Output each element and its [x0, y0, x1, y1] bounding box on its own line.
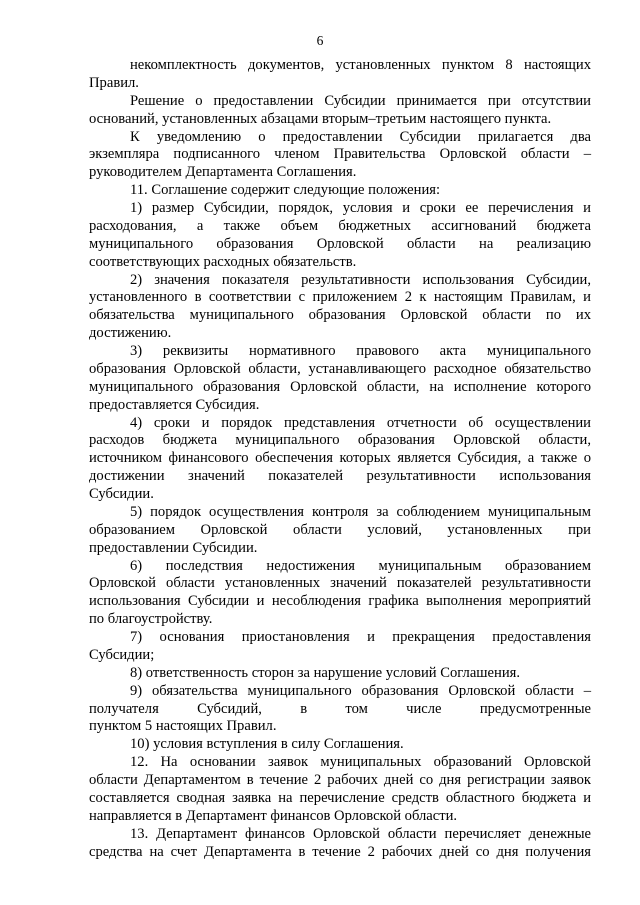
text-line: обязательства муниципального образования Орловской области по их	[89, 307, 591, 324]
text-line: Правил.	[89, 74, 139, 91]
text-line: 7) основания приостановления и прекращения предоставления	[130, 629, 591, 645]
text-line: области Департаментом в течение 2 рабочих дней со дня регистрации заявок	[89, 772, 591, 788]
text-line: источником финансового обеспечения которых является Субсидия, а также о	[89, 450, 591, 467]
text-line: расходов бюджета муниципального образования Орловской области,	[89, 432, 591, 449]
text-line: экземпляра подписанного членом Правительства Орловской области –	[89, 146, 591, 163]
paragraph	[89, 93, 591, 129]
text-line: достижении значений показателей результативности использования	[89, 468, 591, 485]
text-line: получателя Субсидий, в том числе предусмотренные	[89, 700, 591, 717]
text-line: использования Субсидии и несоблюдения графика выполнения мероприятий	[89, 593, 591, 610]
text-line: направляется в Департамент финансов Орловской области.	[89, 807, 458, 824]
text-line: расходования, а также объем бюджетных ассигнований бюджета	[89, 217, 591, 234]
paragraph	[89, 129, 591, 183]
text-line: 5) порядок осуществления контроля за соблюдением муниципальным	[130, 503, 591, 520]
text-line: 10) условия вступления в силу Соглашения.	[130, 736, 404, 753]
text-line: 2) значения показателя результативности использования Субсидии,	[130, 271, 591, 288]
text-line: 9) обязательства муниципального образования Орловской области –	[130, 682, 591, 699]
document-body	[89, 57, 591, 861]
text-line: образованием Орловской области условий, установленных при	[89, 521, 591, 538]
text-line: руководителем Департамента Соглашения.	[89, 164, 357, 181]
text-line: пунктом 5 настоящих Правил.	[89, 718, 277, 735]
text-line: составляется сводная заявка на перечисление средств областного бюджета и	[89, 789, 591, 806]
paragraph	[89, 343, 591, 415]
paragraph	[89, 736, 591, 754]
paragraph	[89, 754, 591, 826]
text-line: Субсидии;	[89, 646, 155, 663]
paragraph	[89, 57, 591, 93]
paragraph	[89, 826, 591, 862]
page-number: 6	[316, 33, 324, 48]
paragraph	[89, 200, 591, 272]
text-line: 8) ответственность сторон за нарушение условий Соглашения.	[130, 664, 520, 681]
text-line: Орловской области установленных значений показателей результативности	[89, 575, 591, 592]
paragraph	[89, 182, 591, 200]
text-line: Решение о предоставлении Субсидии принимается при отсутствии	[130, 92, 591, 109]
text-line: предоставлении Субсидии.	[89, 539, 258, 556]
paragraph	[89, 629, 591, 665]
text-line: 1) размер Субсидии, порядок, условия и сроки ее перечисления и	[130, 200, 591, 216]
text-line: К уведомлению о предоставлении Субсидии прилагается два	[130, 128, 591, 145]
text-line: средства на счет Департамента в течение 2 рабочих дней со дня получения	[89, 843, 591, 860]
text-line: по благоустройству.	[89, 611, 213, 628]
text-line: 4) сроки и порядок представления отчетности об осуществлении	[130, 414, 591, 431]
text-line: некомплектность документов, установленных пунктом 8 настоящих	[130, 57, 591, 73]
text-line: соответствующих расходных обязательств.	[89, 253, 357, 270]
text-line: 12. На основании заявок муниципальных образований Орловской	[130, 754, 591, 771]
text-line: муниципального образования Орловской области на реализацию	[89, 235, 591, 252]
text-line: установленного в соответствии с приложением 2 к настоящим Правилам, и	[89, 289, 591, 306]
text-line: 3) реквизиты нормативного правового акта муниципального	[130, 343, 591, 359]
text-line: Субсидии.	[89, 486, 154, 502]
paragraph	[89, 558, 591, 630]
paragraph	[89, 504, 591, 558]
text-line: образования Орловской области, устанавливающего расходное обязательство	[89, 360, 591, 377]
text-line: муниципального образования Орловской области, на исполнение которого	[89, 378, 591, 395]
paragraph	[89, 415, 591, 504]
text-line: 13. Департамент финансов Орловской области перечисляет денежные	[130, 825, 591, 842]
text-line: 11. Соглашение содержит следующие положения:	[130, 182, 441, 199]
paragraph	[89, 665, 591, 683]
text-line: 6) последствия недостижения муниципальным образованием	[130, 557, 591, 574]
text-line: оснований, установленных абзацами вторым–третьим настоящего пункта.	[89, 110, 552, 127]
text-line: предоставляется Субсидия.	[89, 396, 260, 413]
text-line: достижению.	[89, 325, 172, 342]
paragraph	[89, 272, 591, 344]
paragraph	[89, 683, 591, 737]
